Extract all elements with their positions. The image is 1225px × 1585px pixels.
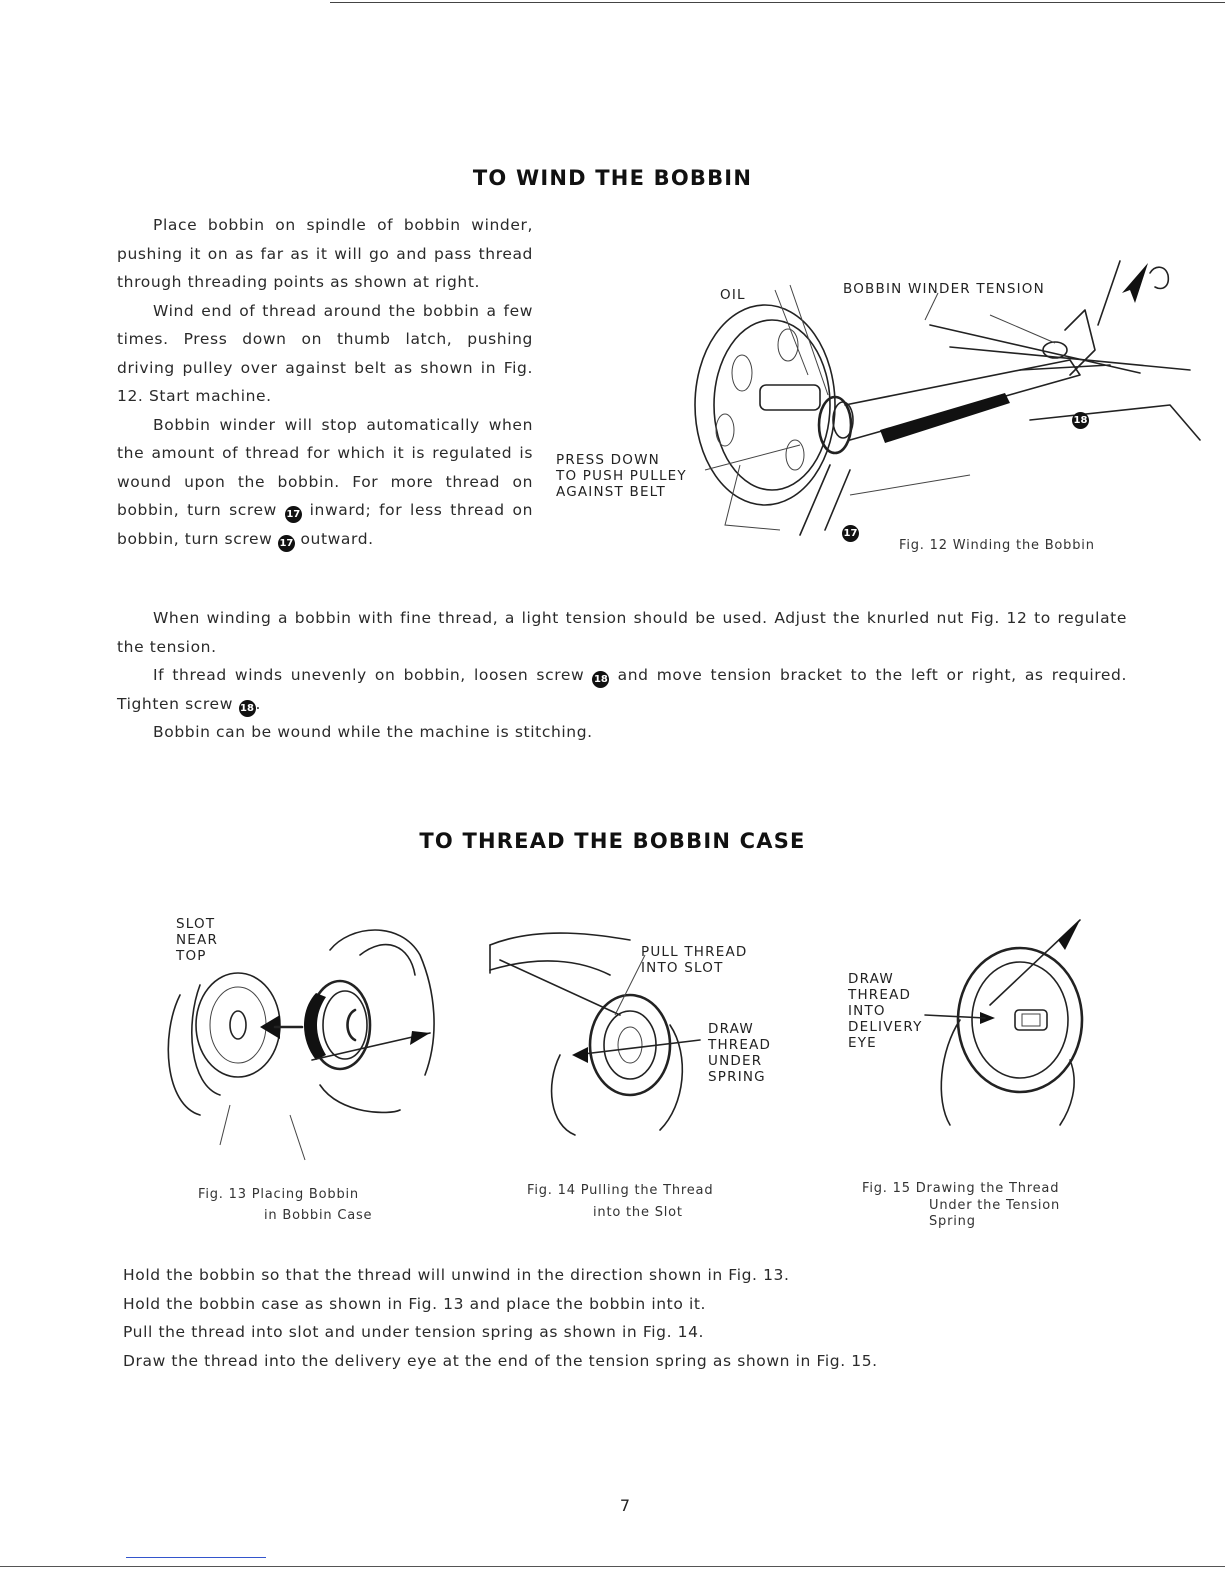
text-run: inward; for less thread on bobbin, turn screw xyxy=(117,501,533,548)
fig13-label-slot: SLOT NEAR TOP xyxy=(176,916,219,964)
fig15-caption-line2: Under the Tension xyxy=(929,1198,1061,1213)
instruction-line: Pull the thread into slot and under tension spring as shown in Fig. 14. xyxy=(123,1323,705,1341)
text-run: If thread winds unevenly on bobbin, loosen screw xyxy=(153,666,585,684)
fig15-caption-line3: Spring xyxy=(929,1214,976,1229)
paragraph xyxy=(117,661,1127,718)
bobbin-case-instructions xyxy=(123,1261,1123,1375)
wind-bobbin-text xyxy=(117,211,533,553)
section-heading-thread-bobbin-case: TO THREAD THE BOBBIN CASE xyxy=(419,829,806,853)
text-run: and move tension bracket to the left or right, as required. Tighten screw xyxy=(117,666,1128,713)
fig14-label-draw-under-spring: DRAW THREAD UNDER SPRING xyxy=(708,1021,772,1085)
instruction-line: Hold the bobbin so that the thread will unwind in the direction shown in Fig. 13. xyxy=(123,1266,790,1284)
fig12-caption: Fig. 12 Winding the Bobbin xyxy=(899,538,1095,553)
instruction-line: Draw the thread into the delivery eye at the end of the tension spring as shown in Fig. 15. xyxy=(123,1351,878,1370)
fig15-label-draw-delivery-eye: DRAW THREAD INTO DELIVERY EYE xyxy=(848,971,923,1051)
text-run: . xyxy=(255,694,262,713)
screw-17-marker: 17 xyxy=(285,506,302,523)
text-run: Bobbin winder will stop automatically when the amount of thread for which it is regulated is wound upon the bobbin. For more thread on bobbin, turn screw xyxy=(117,415,533,519)
fig13-caption-line1: Fig. 13 Placing Bobbin xyxy=(198,1187,359,1202)
instruction-line: Hold the bobbin case as shown in Fig. 13 and place the bobbin into it. xyxy=(123,1294,707,1313)
top-rule xyxy=(330,2,1225,3)
fig13-caption-line2: in Bobbin Case xyxy=(264,1208,373,1223)
fig14-caption-line2: into the Slot xyxy=(593,1205,683,1220)
paragraph: Place bobbin on spindle of bobbin winder, pushing it on as far as it will go and pass thread through threading points as shown at right. xyxy=(117,216,533,291)
section-heading-wind-bobbin: TO WIND THE BOBBIN xyxy=(472,166,753,190)
fig14-label-pull-thread: PULL THREAD INTO SLOT xyxy=(641,944,748,976)
paragraph: Bobbin can be wound while the machine is stitching. xyxy=(153,723,593,741)
screw-18-marker: 18 xyxy=(592,671,609,688)
bottom-link-rule xyxy=(126,1557,266,1558)
paragraph: Wind end of thread around the bobbin a few times. Press down on thumb latch, pushing driving pulley over against belt as shown in Fig. 12. Start machine. xyxy=(117,301,533,405)
fig12-label-tension: BOBBIN WINDER TENSION xyxy=(843,281,1045,297)
fig15-delivery-eye-illustration xyxy=(920,910,1100,1130)
text-run: outward. xyxy=(300,529,374,548)
fig12-callout-17: 17 xyxy=(842,525,859,542)
fig14-caption-line1: Fig. 14 Pulling the Thread xyxy=(527,1183,714,1198)
fig15-caption-line1: Fig. 15 Drawing the Thread xyxy=(862,1181,1060,1196)
fig12-bobbin-winder-illustration xyxy=(550,255,1210,555)
bottom-rule xyxy=(0,1566,1225,1567)
screw-18-marker: 18 xyxy=(239,700,256,717)
fig12-label-press-down: PRESS DOWN TO PUSH PULLEY AGAINST BELT xyxy=(556,452,687,500)
screw-17-marker: 17 xyxy=(278,535,295,552)
page-number: 7 xyxy=(619,1496,631,1515)
paragraph xyxy=(117,411,533,554)
fig12-label-oil: OIL xyxy=(720,287,746,303)
paragraph: When winding a bobbin with fine thread, a light tension should be used. Adjust the knurled nut Fig. 12 to regulate the tension. xyxy=(117,609,1127,656)
fig12-callout-18: 18 xyxy=(1072,412,1089,429)
wind-bobbin-text-wide xyxy=(117,604,1127,747)
